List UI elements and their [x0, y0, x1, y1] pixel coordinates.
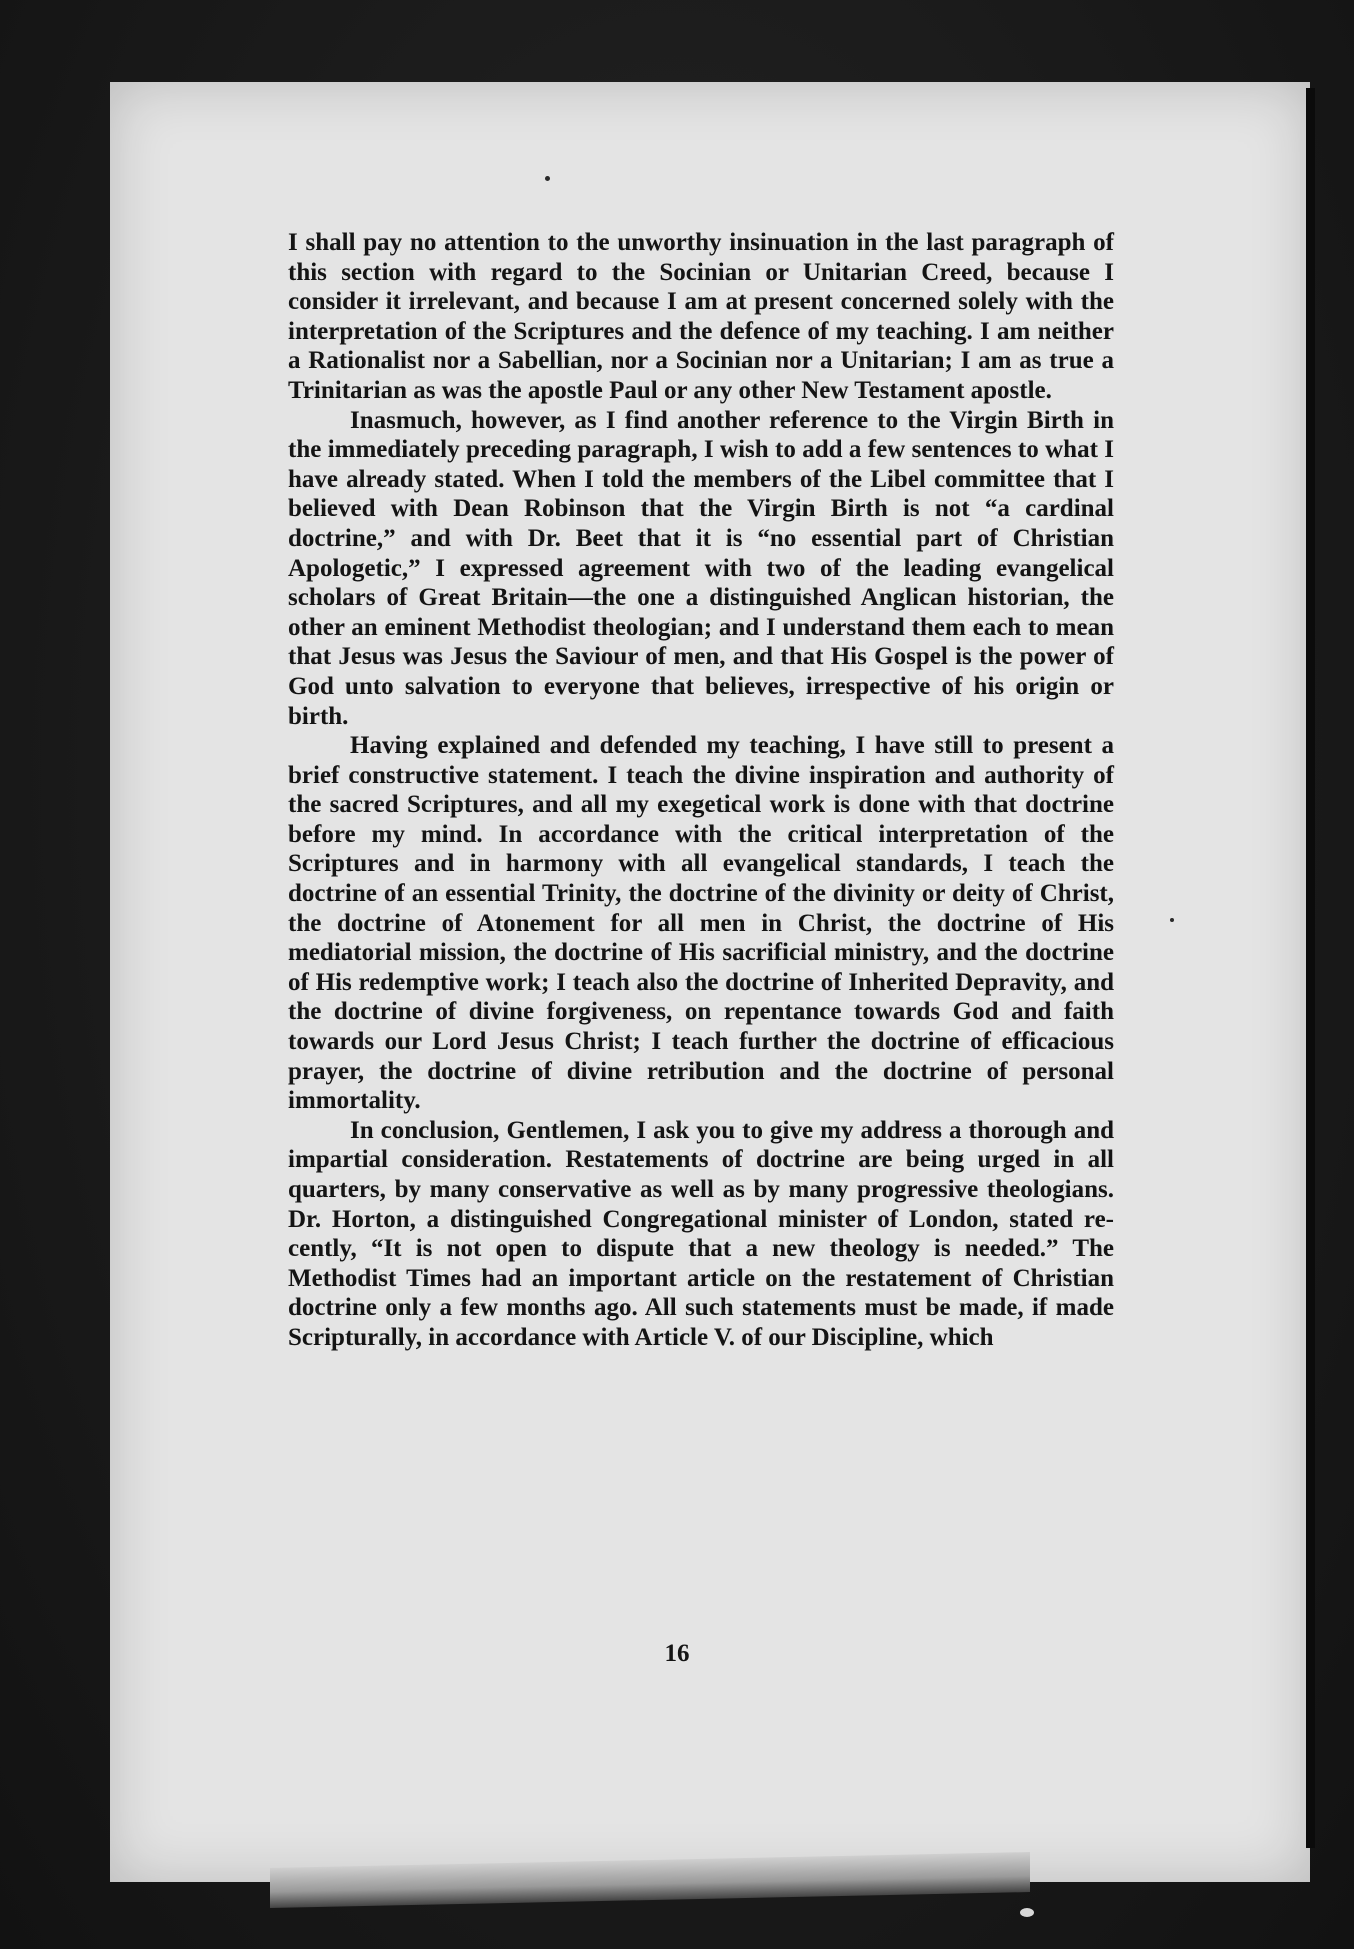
page-binding-edge	[1306, 88, 1315, 1848]
paragraph: Having explained and defended my teaching, I have still to present a brief constructive statement. I teach the divine inspiration and authority of the sacred Scriptures, and all my exegetical work is done with that doctrine before my mind. In accordance with the critical interpretation of the Scriptures and in harmony with all evangelical standards, I teach the doctrine of an essential Trinity, the doctrine of the divinity or deity of Christ, the doctrine of Atonement for all men in Christ, the doctrine of His mediatorial mission, the doctrine of His sacrificial ministry, and the doctrine of His redemptive work; I teach also the doctrine of Inherited Depravity, and the doctrine of divine forgiveness, on repentance towards God and faith towards our Lord Jesus Christ; I teach further the doctrine of efficacious prayer, the doctrine of divine retribution and the doctrine of personal immortality.	[288, 732, 1114, 1115]
paragraph: In conclusion, Gentlemen, I ask you to give my address a thorough and impartial consideration. Restatements of doctrine are being urged in all quarters, by many conservative as well as by many progressive theologians. Dr. Horton, a distinguished Congregational minister of London, stated recently, “It is not open to dispute that a new theology is needed.” The Methodist Times had an important article on the restatement of Christian doctrine only a few months ago. All such statements must be made, if made Scripturally, in accordance with Article V. of our Discipline, which	[288, 1116, 1114, 1351]
paragraph: I shall pay no attention to the unworthy insinuation in the last paragraph of this section with regard to the Socinian or Unitarian Creed, because I consider it irrelevant, and because I am at present concerned solely with the interpretation of the Scriptures and the defence of my teaching. I am neither a Rationalist nor a Sabellian, nor a Socinian nor a Unitarian; I am as true a Trinitarian as was the apostle Paul or any other New Testament apostle.	[288, 229, 1114, 404]
paragraph: Inasmuch, however, as I find another reference to the Virgin Birth in the immediately preceding paragraph, I wish to add a few sentences to what I have already stated. When I told the members of the Libel committee that I believed with Dean Robinson that the Virgin Birth is not “a cardinal doctrine,” and with Dr. Beet that it is “no essential part of Christian Apologetic,” I expressed agreement with two of the leading evangelical scholars of Great Britain—the one a distinguished Anglican historian, the other an eminent Methodist theologian; and I understand them each to mean that Jesus was Jesus the Saviour of men, and that His Gospel is the power of God unto salvation to everyone that believes, irrespective of his origin or birth.	[288, 406, 1114, 730]
scan-speck	[545, 176, 550, 181]
scan-speck	[1020, 1908, 1034, 1917]
body-text	[288, 228, 1114, 1353]
page-number: 16	[664, 1640, 690, 1667]
scan-speck	[1170, 918, 1174, 922]
